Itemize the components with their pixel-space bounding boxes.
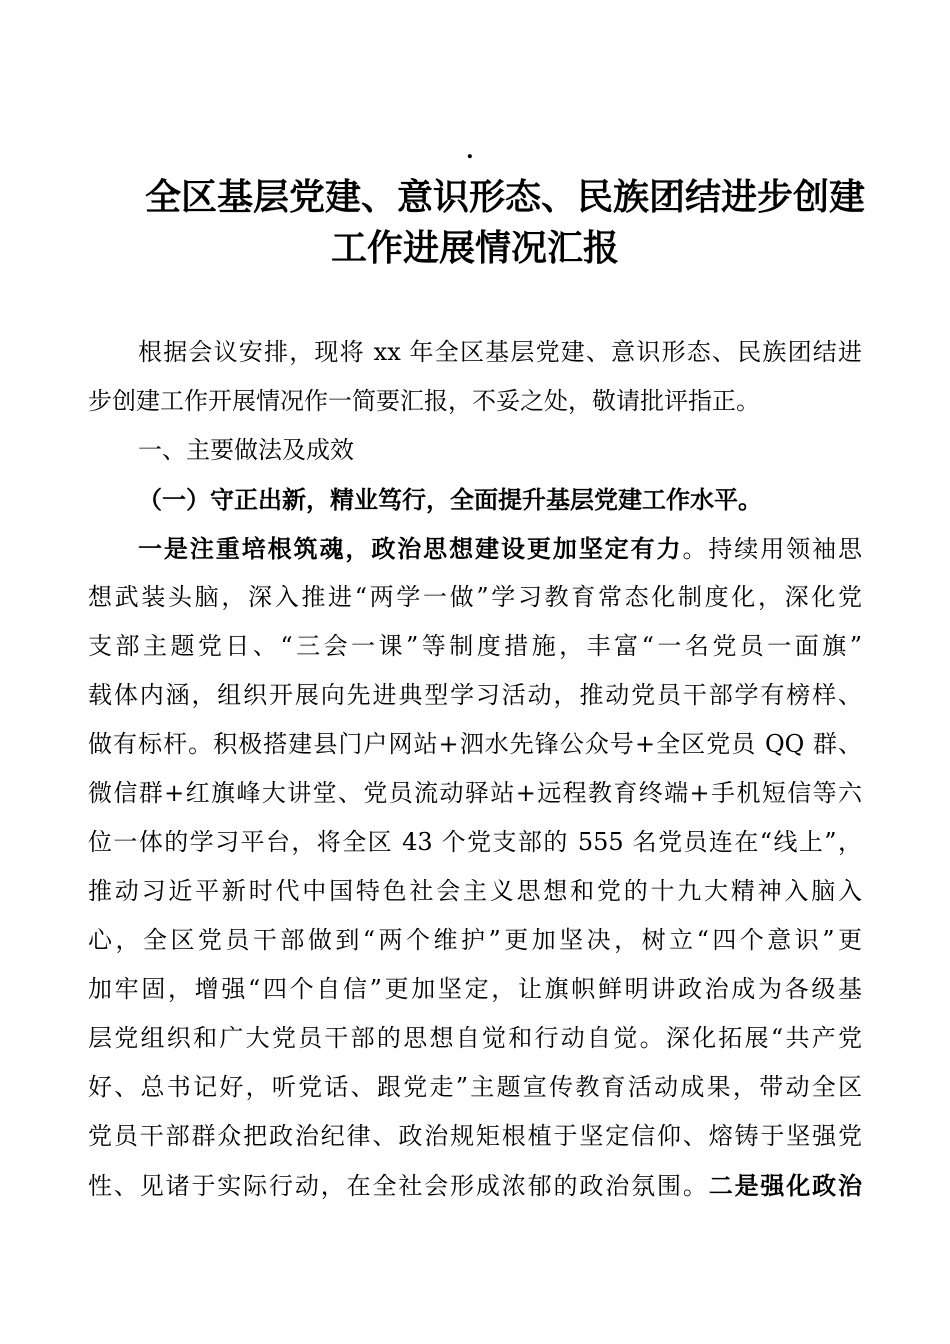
paragraph-line: 微信群+红旗峰大讲堂、党员流动驿站+远程教育终端+手机短信等六 [88,779,862,807]
paragraph-lead-rest: 。持续用领袖思 [682,535,862,563]
intro-line-2: 步创建工作开展情况作一简要汇报，不妥之处，敬请批评指正。 [88,387,760,415]
page-marker: . [466,138,474,164]
document-title-line-2: 工作进展情况汇报 [330,227,619,269]
paragraph-line: 层党组织和广大党员干部的思想自觉和行动自觉。深化拓展“共产党 [88,1024,862,1052]
paragraph-last-plain: 性、见诸于实际行动，在全社会形成浓郁的政治氛围。 [88,1172,709,1200]
intro-line-1: 根据会议安排，现将 xx 年全区基层党建、意识形态、民族团结进 [138,338,862,366]
document-body [88,328,862,1210]
paragraph-line: 想武装头脑，深入推进“两学一做”学习教育常态化制度化，深化党 [88,583,862,611]
paragraph-line: 党员干部群众把政治纪律、政治规矩根植于坚定信仰、熔铸于坚强党 [88,1122,862,1150]
paragraph-lead-bold: 一是注重培根筑魂，政治思想建设更加坚定有力 [138,534,683,563]
document-title-line-1: 全区基层党建、意识形态、民族团结进步创建 [144,176,865,218]
subsection-heading: （一）守正出新，精业笃行，全面提升基层党建工作水平。 [138,485,762,514]
paragraph-line: 支部主题党日、“三会一课”等制度措施，丰富“一名党员一面旗” [88,632,862,660]
section-heading: 一、主要做法及成效 [138,436,354,464]
paragraph-line: 位一体的学习平台，将全区 43 个党支部的 555 名党员连在“线上”， [88,828,862,856]
paragraph-first-line [88,524,862,573]
paragraph-line: 加牢固，增强“四个自信”更加坚定，让旗帜鲜明讲政治成为各级基 [88,975,862,1003]
paragraph-line: 好、总书记好，听党话、跟党走”主题宣传教育活动成果，带动全区 [88,1073,862,1101]
paragraph-line: 心，全区党员干部做到“两个维护”更加坚决，树立“四个意识”更 [88,926,862,954]
paragraph-last-bold: 二是强化政治 [708,1171,862,1200]
paragraph-line: 做有标杆。积极搭建县门户网站+泗水先锋公众号+全区党员 QQ 群、 [88,730,862,758]
paragraph-line: 推动习近平新时代中国特色社会主义思想和党的十九大精神入脑入 [88,877,862,905]
paragraph-last-line [88,1161,862,1210]
paragraph-line: 载体内涵，组织开展向先进典型学习活动，推动党员干部学有榜样、 [88,681,862,709]
